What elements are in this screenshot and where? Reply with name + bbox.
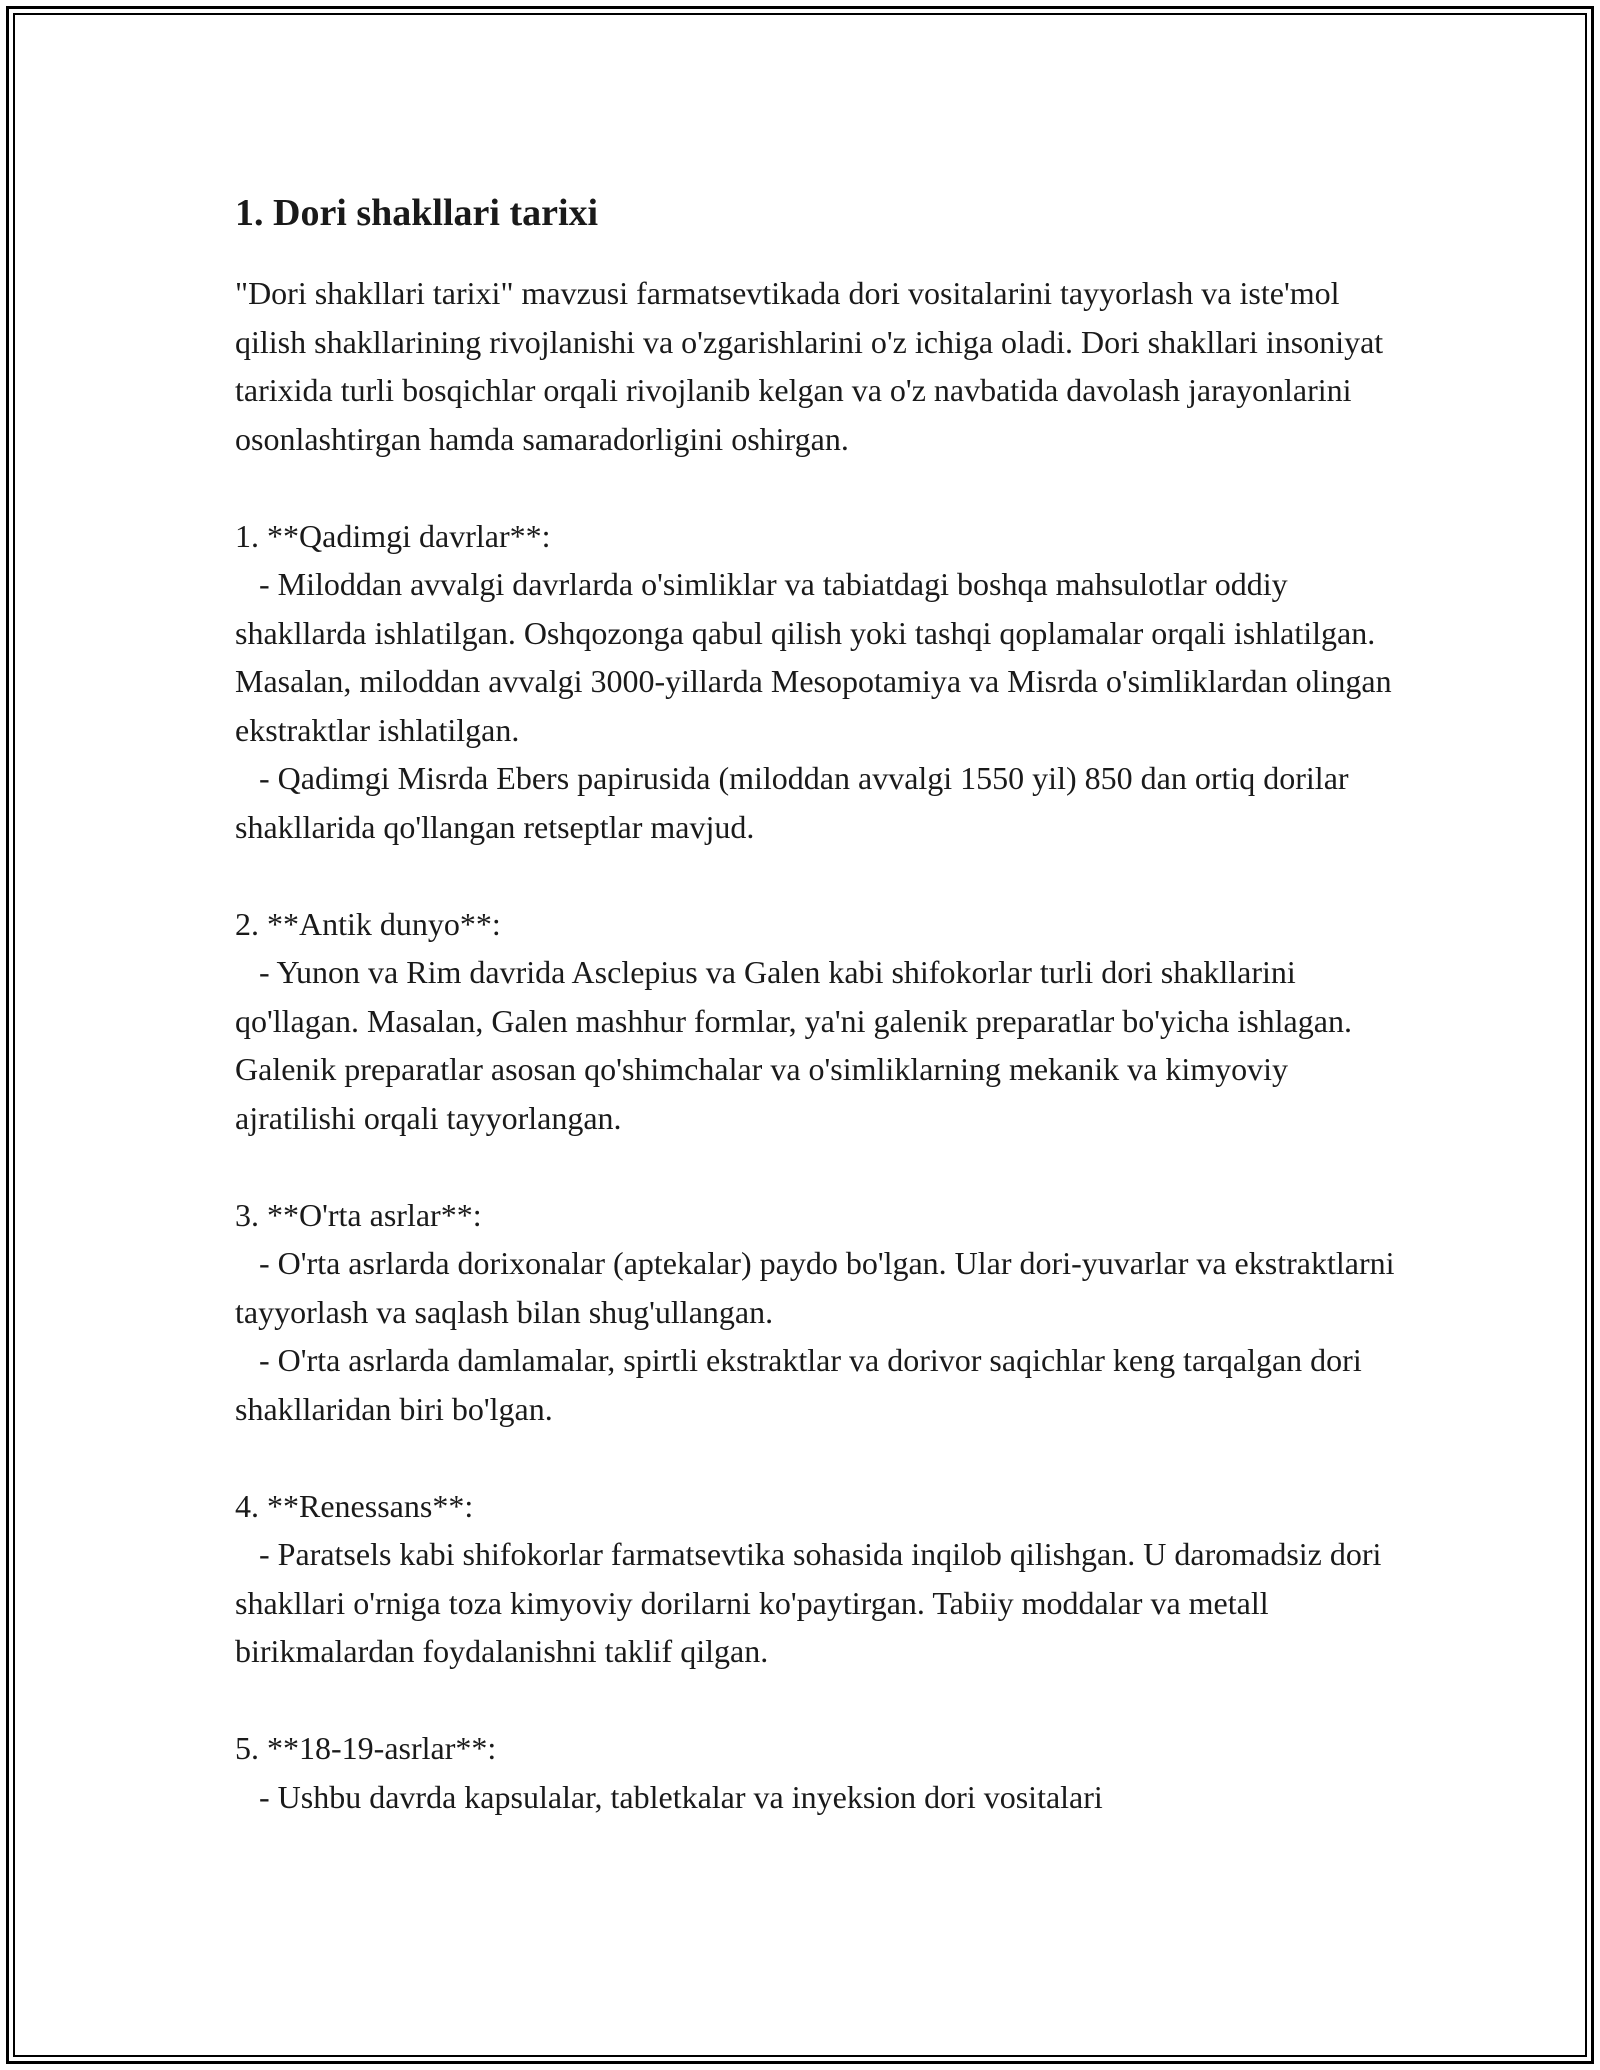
point-text: - O'rta asrlarda damlamalar, spirtli ekstraktlar va dorivor saqichlar keng tarqalgan dori shakllaridan biri bo'lgan. [235,1342,1370,1427]
section-title: 4. **Renessans**: [235,1487,474,1524]
point-indent [235,954,259,990]
section-point [235,754,1395,851]
paragraph-gap [235,1433,1395,1482]
section-title: 5. **18-19-asrlar**: [235,1730,497,1766]
section-point [235,948,1395,1142]
point-text: - O'rta asrlarda dorixonalar (aptekalar) paydo bo'lgan. Ular dori-yuvarlar va ekstraktlarni tayyorlash va saqlash bilan shug'ullangan. [235,1245,1403,1330]
paragraph-gap [235,1676,1395,1725]
point-indent [235,1536,259,1572]
section-point [235,1336,1395,1433]
section-point [235,560,1400,754]
section-point [235,1239,1403,1336]
point-text: - Qadimgi Misrda Ebers papirusida (miloddan avvalgi 1550 yil) 850 dan ortiq dorilar shakllarida qo'llangan retseptlar mavjud. [235,760,1357,845]
point-text: - Paratsels kabi shifokorlar farmatsevtika sohasida inqilob qilishgan. U daromadsiz dori shakllari o'rniga toza kimyoviy dorilarni ko'paytirgan. Tabiiy moddalar va metall birikmalardan foydalanishni taklif qilgan. [235,1536,1390,1669]
section-title: 3. **O'rta asrlar**: [235,1196,482,1233]
section-middle-ages [235,1191,1403,1434]
point-indent [235,1245,259,1281]
document-body [235,188,1403,1821]
document-heading: 1. Dori shakllari tarixi [235,192,599,234]
point-indent [235,1779,259,1815]
section-title: 1. **Qadimgi davrlar**: [235,517,551,554]
section-18-19-centuries [235,1724,1395,1821]
section-antiquity [235,900,1395,1143]
paragraph-gap [235,463,1395,512]
point-text: - Ushbu davrda kapsulalar, tabletkalar va inyeksion dori vositalari [259,1778,1103,1815]
section-point [235,1773,1395,1822]
paragraph-gap [235,1142,1395,1191]
point-text: - Yunon va Rim davrida Asclepius va Galen kabi shifokorlar turli dori shakllarini qo'llagan. Masalan, Galen mashhur formlar, ya'ni galenik preparatlar bo'yicha ishlagan. Galenik preparatlar asosan qo'shimchalar va o'simliklarning mekanik va kimyoviy ajratilishi orqali tayyorlangan. [235,954,1360,1136]
section-title: 2. **Antik dunyo**: [235,905,501,942]
intro-paragraph: "Dori shakllari tarixi" mavzusi farmatsevtikada dori vositalarini tayyorlash va iste'mol qilish shakllarining rivojlanishi va o'zgarishlarini o'z ichiga oladi. Dori shakllari insoniyat tarixida turli bosqichlar orqali rivojlanib kelgan va o'z navbatida davolash jarayonlarini osonlashtirgan hamda samaradorligini oshirgan. [235,275,1384,457]
point-indent [235,566,259,602]
section-renaissance [235,1482,1395,1676]
point-text: - Miloddan avvalgi davrlarda o'simliklar va tabiatdagi boshqa mahsulotlar oddiy shakllarda ishlatilgan. Oshqozonga qabul qilish yoki tashqi qoplamalar orqali ishlatilgan. Masalan, miloddan avvalgi 3000-yillarda Mesopotamiya va Misrda o'simliklardan olingan ekstraktlar ishlatilgan. [235,566,1400,748]
section-ancient [235,512,1400,852]
point-indent [235,1342,259,1378]
section-point [235,1530,1395,1676]
point-indent [235,760,259,796]
paragraph-gap [235,851,1395,900]
